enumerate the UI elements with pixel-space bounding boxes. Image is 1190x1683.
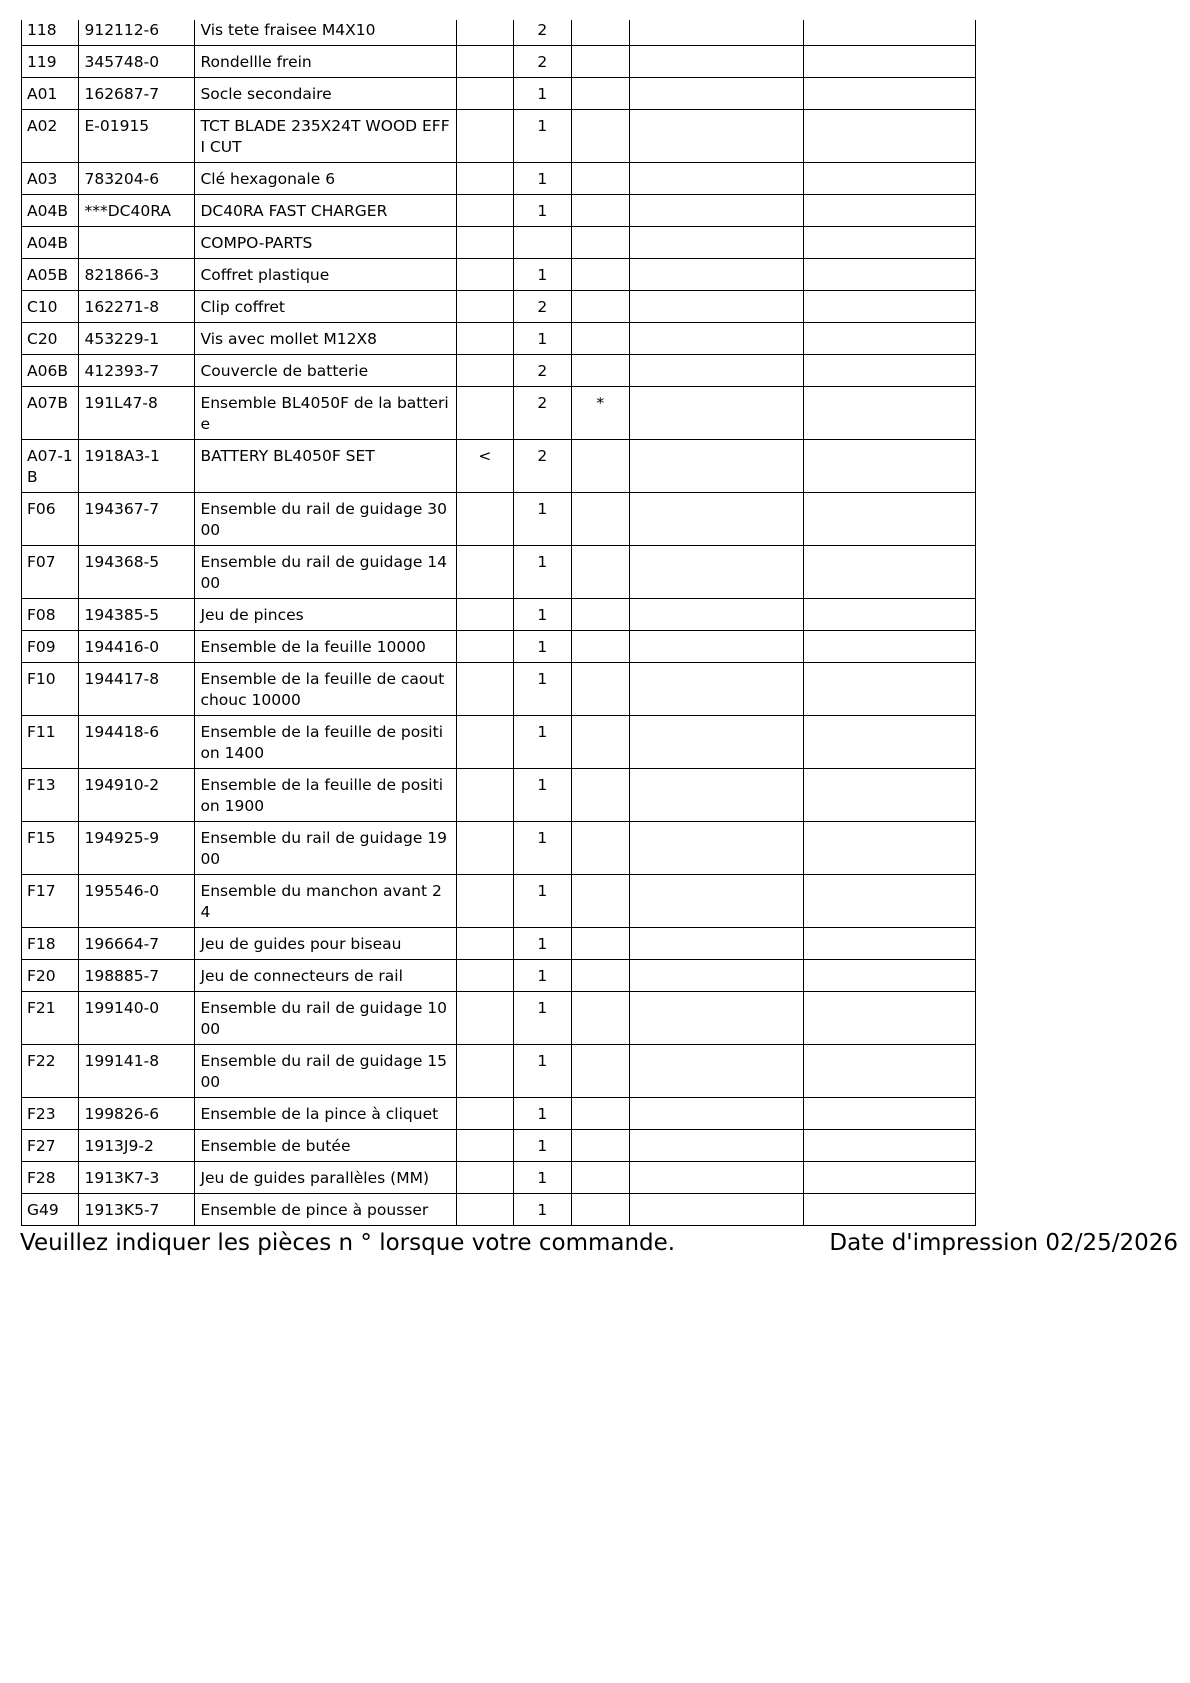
table-row (22, 631, 976, 663)
item-number-cell: F28 (22, 1162, 79, 1194)
part-number-cell: 194368-5 (79, 546, 195, 599)
item-number-cell: G49 (22, 1194, 79, 1226)
symbol-cell (456, 323, 513, 355)
table-row (22, 1098, 976, 1130)
table-row (22, 716, 976, 769)
description-cell: Ensemble de la feuille de position 1400 (195, 716, 456, 769)
quantity-cell: 1 (514, 323, 571, 355)
footer-print-date: Date d'impression 02/25/2026 (829, 1230, 1178, 1256)
quantity-cell: 1 (514, 195, 571, 227)
quantity-cell: 1 (514, 163, 571, 195)
part-number-cell: 194910-2 (79, 769, 195, 822)
table-row (22, 78, 976, 110)
blank-cell (803, 46, 976, 78)
table-row (22, 323, 976, 355)
item-number-cell: F17 (22, 875, 79, 928)
mark-cell (571, 195, 629, 227)
blank-cell (630, 1194, 803, 1226)
item-number-cell: F22 (22, 1045, 79, 1098)
part-number-cell (79, 227, 195, 259)
item-number-cell: F13 (22, 769, 79, 822)
item-number-cell: A03 (22, 163, 79, 195)
description-cell: Jeu de guides pour biseau (195, 928, 456, 960)
description-cell: Ensemble de la feuille de position 1900 (195, 769, 456, 822)
mark-cell (571, 20, 629, 46)
symbol-cell (456, 599, 513, 631)
part-number-cell: 1913K7-3 (79, 1162, 195, 1194)
description-cell: Ensemble du rail de guidage 1500 (195, 1045, 456, 1098)
blank-cell (803, 875, 976, 928)
mark-cell (571, 992, 629, 1045)
symbol-cell (456, 195, 513, 227)
table-row (22, 663, 976, 716)
mark-cell (571, 291, 629, 323)
table-row (22, 599, 976, 631)
blank-cell (803, 822, 976, 875)
symbol-cell (456, 928, 513, 960)
description-cell: Rondellle frein (195, 46, 456, 78)
blank-cell (803, 1130, 976, 1162)
symbol-cell (456, 493, 513, 546)
blank-cell (630, 1130, 803, 1162)
blank-cell (803, 78, 976, 110)
description-cell: Ensemble BL4050F de la batterie (195, 387, 456, 440)
mark-cell (571, 1098, 629, 1130)
blank-cell (630, 323, 803, 355)
part-number-cell: 196664-7 (79, 928, 195, 960)
blank-cell (630, 928, 803, 960)
table-row (22, 875, 976, 928)
quantity-cell: 1 (514, 1045, 571, 1098)
table-row (22, 992, 976, 1045)
quantity-cell: 1 (514, 1162, 571, 1194)
mark-cell (571, 110, 629, 163)
mark-cell (571, 493, 629, 546)
blank-cell (803, 960, 976, 992)
mark-cell (571, 163, 629, 195)
mark-cell (571, 46, 629, 78)
blank-cell (803, 1045, 976, 1098)
part-number-cell: 194367-7 (79, 493, 195, 546)
mark-cell (571, 631, 629, 663)
quantity-cell: 1 (514, 78, 571, 110)
part-number-cell: ***DC40RA (79, 195, 195, 227)
symbol-cell (456, 1130, 513, 1162)
blank-cell (803, 163, 976, 195)
part-number-cell: 194385-5 (79, 599, 195, 631)
blank-cell (630, 663, 803, 716)
symbol-cell (456, 992, 513, 1045)
part-number-cell: 821866-3 (79, 259, 195, 291)
symbol-cell (456, 78, 513, 110)
description-cell: Ensemble du manchon avant 24 (195, 875, 456, 928)
item-number-cell: 119 (22, 46, 79, 78)
blank-cell (630, 78, 803, 110)
description-cell: Ensemble du rail de guidage 1400 (195, 546, 456, 599)
item-number-cell: C10 (22, 291, 79, 323)
table-row (22, 387, 976, 440)
table-row (22, 1162, 976, 1194)
item-number-cell: F11 (22, 716, 79, 769)
symbol-cell (456, 716, 513, 769)
blank-cell (630, 1045, 803, 1098)
mark-cell (571, 323, 629, 355)
symbol-cell (456, 1045, 513, 1098)
blank-cell (803, 493, 976, 546)
blank-cell (630, 440, 803, 493)
quantity-cell: 1 (514, 992, 571, 1045)
mark-cell (571, 822, 629, 875)
symbol-cell (456, 960, 513, 992)
table-row (22, 493, 976, 546)
table-row (22, 822, 976, 875)
symbol-cell (456, 769, 513, 822)
quantity-cell: 1 (514, 822, 571, 875)
symbol-cell (456, 631, 513, 663)
table-row (22, 440, 976, 493)
description-cell: DC40RA FAST CHARGER (195, 195, 456, 227)
symbol-cell (456, 227, 513, 259)
parts-table-body (22, 20, 976, 1226)
part-number-cell: 345748-0 (79, 46, 195, 78)
quantity-cell: 1 (514, 599, 571, 631)
part-number-cell: 1913K5-7 (79, 1194, 195, 1226)
part-number-cell: 412393-7 (79, 355, 195, 387)
description-cell: Couvercle de batterie (195, 355, 456, 387)
item-number-cell: A01 (22, 78, 79, 110)
mark-cell (571, 663, 629, 716)
blank-cell (803, 546, 976, 599)
description-cell: BATTERY BL4050F SET (195, 440, 456, 493)
blank-cell (803, 1194, 976, 1226)
symbol-cell (456, 355, 513, 387)
table-row (22, 928, 976, 960)
blank-cell (630, 1162, 803, 1194)
blank-cell (630, 46, 803, 78)
symbol-cell (456, 875, 513, 928)
symbol-cell (456, 46, 513, 78)
blank-cell (803, 928, 976, 960)
quantity-cell: 1 (514, 1130, 571, 1162)
item-number-cell: A04B (22, 195, 79, 227)
table-row (22, 163, 976, 195)
quantity-cell: 1 (514, 493, 571, 546)
blank-cell (630, 259, 803, 291)
description-cell: Socle secondaire (195, 78, 456, 110)
quantity-cell: 1 (514, 1098, 571, 1130)
part-number-cell: 199826-6 (79, 1098, 195, 1130)
description-cell: Vis avec mollet M12X8 (195, 323, 456, 355)
item-number-cell: F10 (22, 663, 79, 716)
blank-cell (630, 163, 803, 195)
table-row (22, 1194, 976, 1226)
blank-cell (630, 387, 803, 440)
table-row (22, 546, 976, 599)
item-number-cell: 118 (22, 20, 79, 46)
description-cell: Ensemble du rail de guidage 3000 (195, 493, 456, 546)
part-number-cell: 453229-1 (79, 323, 195, 355)
blank-cell (630, 960, 803, 992)
table-row (22, 1130, 976, 1162)
part-number-cell: 194416-0 (79, 631, 195, 663)
blank-cell (630, 769, 803, 822)
description-cell: Jeu de guides parallèles (MM) (195, 1162, 456, 1194)
quantity-cell: 2 (514, 355, 571, 387)
description-cell: Ensemble de la pince à cliquet (195, 1098, 456, 1130)
blank-cell (803, 195, 976, 227)
blank-cell (803, 387, 976, 440)
item-number-cell: A05B (22, 259, 79, 291)
part-number-cell: 191L47-8 (79, 387, 195, 440)
quantity-cell: 2 (514, 387, 571, 440)
part-number-cell: E-01915 (79, 110, 195, 163)
mark-cell (571, 875, 629, 928)
part-number-cell: 198885-7 (79, 960, 195, 992)
blank-cell (630, 992, 803, 1045)
symbol-cell (456, 822, 513, 875)
mark-cell (571, 599, 629, 631)
quantity-cell: 2 (514, 440, 571, 493)
item-number-cell: F06 (22, 493, 79, 546)
description-cell: Ensemble du rail de guidage 1000 (195, 992, 456, 1045)
item-number-cell: A07-1B (22, 440, 79, 493)
blank-cell (630, 875, 803, 928)
description-cell: Ensemble de la feuille 10000 (195, 631, 456, 663)
mark-cell (571, 716, 629, 769)
item-number-cell: F18 (22, 928, 79, 960)
description-cell: COMPO-PARTS (195, 227, 456, 259)
blank-cell (630, 20, 803, 46)
blank-cell (803, 1098, 976, 1130)
quantity-cell: 1 (514, 875, 571, 928)
blank-cell (630, 599, 803, 631)
item-number-cell: F07 (22, 546, 79, 599)
quantity-cell: 1 (514, 960, 571, 992)
symbol-cell (456, 110, 513, 163)
quantity-cell: 1 (514, 1194, 571, 1226)
part-number-cell: 194925-9 (79, 822, 195, 875)
blank-cell (630, 1098, 803, 1130)
item-number-cell: F23 (22, 1098, 79, 1130)
part-number-cell: 1918A3-1 (79, 440, 195, 493)
table-row (22, 769, 976, 822)
part-number-cell: 199140-0 (79, 992, 195, 1045)
description-cell: Ensemble de butée (195, 1130, 456, 1162)
part-number-cell: 194417-8 (79, 663, 195, 716)
parts-table (21, 20, 976, 1226)
symbol-cell (456, 1098, 513, 1130)
quantity-cell: 1 (514, 769, 571, 822)
symbol-cell (456, 387, 513, 440)
mark-cell (571, 769, 629, 822)
description-cell: Clip coffret (195, 291, 456, 323)
mark-cell (571, 259, 629, 291)
mark-cell (571, 1045, 629, 1098)
description-cell: TCT BLADE 235X24T WOOD EFFI CUT (195, 110, 456, 163)
symbol-cell (456, 663, 513, 716)
table-row (22, 1045, 976, 1098)
mark-cell (571, 546, 629, 599)
symbol-cell (456, 291, 513, 323)
blank-cell (630, 493, 803, 546)
quantity-cell: 2 (514, 46, 571, 78)
blank-cell (803, 323, 976, 355)
item-number-cell: F27 (22, 1130, 79, 1162)
mark-cell (571, 1130, 629, 1162)
item-number-cell: C20 (22, 323, 79, 355)
description-cell: Clé hexagonale 6 (195, 163, 456, 195)
mark-cell (571, 440, 629, 493)
item-number-cell: F21 (22, 992, 79, 1045)
mark-cell (571, 227, 629, 259)
blank-cell (803, 992, 976, 1045)
part-number-cell: 162687-7 (79, 78, 195, 110)
mark-cell (571, 78, 629, 110)
symbol-cell (456, 259, 513, 291)
blank-cell (803, 599, 976, 631)
part-number-cell: 162271-8 (79, 291, 195, 323)
blank-cell (803, 227, 976, 259)
table-row (22, 46, 976, 78)
quantity-cell: 1 (514, 259, 571, 291)
description-cell: Jeu de pinces (195, 599, 456, 631)
table-row (22, 20, 976, 46)
quantity-cell: 1 (514, 716, 571, 769)
blank-cell (630, 291, 803, 323)
description-cell: Ensemble du rail de guidage 1900 (195, 822, 456, 875)
quantity-cell: 1 (514, 546, 571, 599)
table-row (22, 355, 976, 387)
item-number-cell: F08 (22, 599, 79, 631)
blank-cell (630, 822, 803, 875)
blank-cell (630, 227, 803, 259)
part-number-cell: 195546-0 (79, 875, 195, 928)
blank-cell (630, 110, 803, 163)
description-cell: Vis tete fraisee M4X10 (195, 20, 456, 46)
item-number-cell: A06B (22, 355, 79, 387)
footer-order-note: Veuillez indiquer les pièces n ° lorsque votre commande. (20, 1230, 676, 1256)
blank-cell (803, 663, 976, 716)
table-row (22, 960, 976, 992)
item-number-cell: F20 (22, 960, 79, 992)
quantity-cell: 2 (514, 291, 571, 323)
blank-cell (630, 195, 803, 227)
symbol-cell: < (456, 440, 513, 493)
quantity-cell: 1 (514, 631, 571, 663)
mark-cell (571, 355, 629, 387)
blank-cell (803, 20, 976, 46)
table-row (22, 291, 976, 323)
quantity-cell: 1 (514, 110, 571, 163)
part-number-cell: 199141-8 (79, 1045, 195, 1098)
table-row (22, 227, 976, 259)
item-number-cell: F09 (22, 631, 79, 663)
blank-cell (630, 716, 803, 769)
blank-cell (803, 631, 976, 663)
quantity-cell: 1 (514, 928, 571, 960)
blank-cell (803, 1162, 976, 1194)
quantity-cell: 1 (514, 663, 571, 716)
symbol-cell (456, 1162, 513, 1194)
blank-cell (630, 546, 803, 599)
description-cell: Ensemble de pince à pousser (195, 1194, 456, 1226)
mark-cell (571, 960, 629, 992)
symbol-cell (456, 20, 513, 46)
blank-cell (803, 291, 976, 323)
blank-cell (630, 355, 803, 387)
table-row (22, 110, 976, 163)
blank-cell (803, 355, 976, 387)
symbol-cell (456, 163, 513, 195)
part-number-cell: 912112-6 (79, 20, 195, 46)
part-number-cell: 1913J9-2 (79, 1130, 195, 1162)
part-number-cell: 783204-6 (79, 163, 195, 195)
symbol-cell (456, 546, 513, 599)
mark-cell (571, 1194, 629, 1226)
quantity-cell (514, 227, 571, 259)
part-number-cell: 194418-6 (79, 716, 195, 769)
description-cell: Ensemble de la feuille de caoutchouc 10000 (195, 663, 456, 716)
blank-cell (803, 440, 976, 493)
item-number-cell: A07B (22, 387, 79, 440)
blank-cell (630, 631, 803, 663)
description-cell: Jeu de connecteurs de rail (195, 960, 456, 992)
item-number-cell: A04B (22, 227, 79, 259)
mark-cell: * (571, 387, 629, 440)
item-number-cell: A02 (22, 110, 79, 163)
description-cell: Coffret plastique (195, 259, 456, 291)
blank-cell (803, 259, 976, 291)
item-number-cell: F15 (22, 822, 79, 875)
blank-cell (803, 716, 976, 769)
table-row (22, 259, 976, 291)
blank-cell (803, 769, 976, 822)
symbol-cell (456, 1194, 513, 1226)
mark-cell (571, 1162, 629, 1194)
table-row (22, 195, 976, 227)
quantity-cell: 2 (514, 20, 571, 46)
mark-cell (571, 928, 629, 960)
blank-cell (803, 110, 976, 163)
